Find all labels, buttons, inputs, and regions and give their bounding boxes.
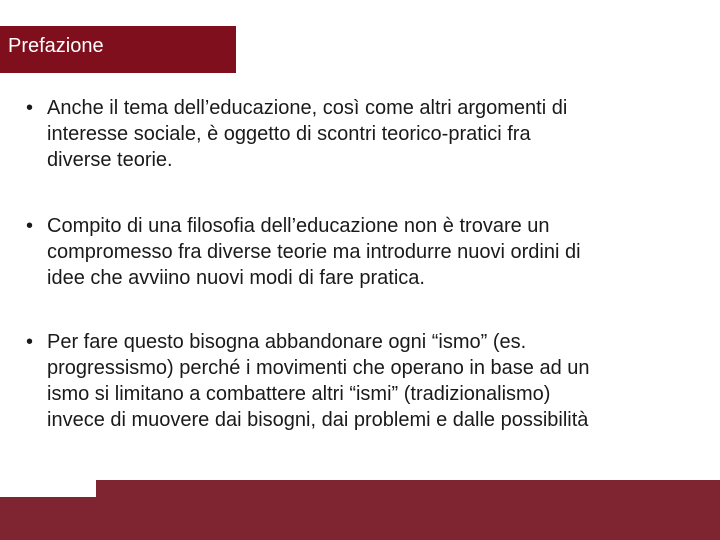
bullet-text-line: Per fare questo bisogna abbandonare ogni “ismo” (es. bbox=[47, 331, 527, 353]
bullet-item bbox=[26, 95, 716, 173]
page-title: Prefazione bbox=[8, 35, 104, 57]
bullet-text-line: ismo si limitano a combattere altri “ismi” (tradizionalismo) bbox=[47, 383, 551, 405]
footer-notch bbox=[0, 480, 96, 497]
bullet-text-line: Compito di una filosofia dell’educazione non è trovare un bbox=[47, 215, 550, 237]
bullet-icon: • bbox=[26, 97, 34, 119]
bullet-text-line: Anche il tema dell’educazione, così come altri argomenti di bbox=[47, 97, 568, 119]
footer-band bbox=[0, 480, 720, 540]
bullet-text-line: diverse teorie. bbox=[47, 149, 173, 171]
bullet-icon: • bbox=[26, 331, 34, 353]
bullet-icon: • bbox=[26, 215, 34, 237]
bullet-text-line: invece di muovere dai bisogni, dai problemi e dalle possibilità bbox=[47, 409, 589, 431]
bullet-text-line: interesse sociale, è oggetto di scontri teorico-pratici fra bbox=[47, 123, 531, 145]
bullet-text-line: progressismo) perché i movimenti che operano in base ad un bbox=[47, 357, 590, 379]
bullet-item bbox=[26, 329, 716, 433]
bullet-item bbox=[26, 213, 716, 291]
bullet-text-line: compromesso fra diverse teorie ma introdurre nuovi ordini di bbox=[47, 241, 581, 263]
bullet-text-line: idee che avviino nuovi modi di fare pratica. bbox=[47, 267, 425, 289]
